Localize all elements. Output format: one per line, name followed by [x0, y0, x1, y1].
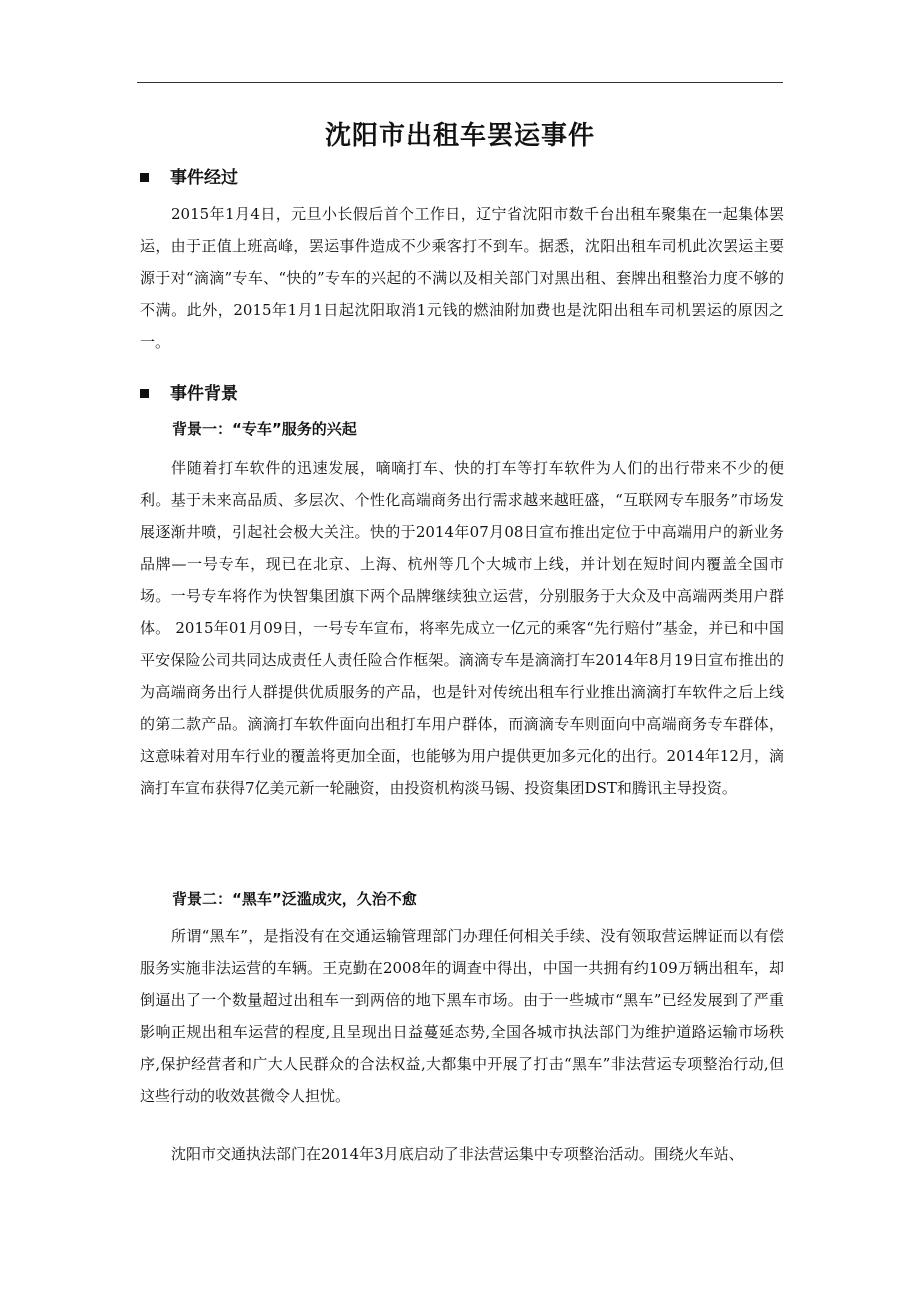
- subheading-background-1: 背景一：“专车”服务的兴起: [172, 420, 357, 438]
- paragraph-background-2b: 沈阳市交通执法部门在2014年3月底启动了非法营运集中专项整治活动。围绕火车站、: [171, 1145, 744, 1163]
- page-title: 沈阳市出租车罢运事件: [324, 121, 595, 151]
- section-heading-label: 事件背景: [170, 384, 238, 404]
- paragraph-event-course: 2015年1月4日，元旦小长假后首个工作日，辽宁省沈阳市数千台出租车聚集在一起集体罢运，由于正值上班高峰，罢运事件造成不少乘客打不到车。据悉，沈阳出租车司机此次罢运主要源于对“滴滴”专车、“快的”专车的兴起的不满以及相关部门对黑出租、套牌出租整治力度不够的不满。此外，2015年1月1日起沈阳取消1元钱的燃油附加费也是沈阳出租车司机罢运的原因之一。: [140, 205, 784, 351]
- subheading-background-2: 背景二：“黑车”泛滥成灾，久治不愈: [172, 890, 417, 908]
- section-heading-event-course: [140, 164, 238, 192]
- section-heading-label: 事件经过: [170, 168, 238, 188]
- paragraph-background-1: 伴随着打车软件的迅速发展，嘀嘀打车、快的打车等打车软件为人们的出行带来不少的便利。基于未来高品质、多层次、个性化高端商务出行需求越来越旺盛，“互联网专车服务”市场发展逐渐井喷，引起社会极大关注。快的于2014年07月08日宣布推出定位于中高端用户的新业务品牌—一号专车，现已在北京、上海、杭州等几个大城市上线，并计划在短时间内覆盖全国市场。一号专车将作为快智集团旗下两个品牌继续独立运营，分别服务于大众及中高端两类用户群体。 2015年01月09日，一号专车宣布，将率先成立一亿元的乘客“先行赔付”基金，并已和中国平安保险公司共同达成责任人责任险合作框架。滴滴专车是滴滴打车2014年8月19日宣布推出的为高端商务出行人群提供优质服务的产品，也是针对传统出租车行业推出滴滴打车软件之后上线的第二款产品。滴滴打车软件面向出租打车用户群体，而滴滴专车则面向中高端商务专车群体，这意味着对用车行业的覆盖将更加全面，也能够为用户提供更加多元化的出行。2014年12月，滴滴打车宣布获得7亿美元新一轮融资，由投资机构淡马锡、投资集团DST和腾讯主导投资。: [140, 459, 784, 797]
- paragraph-background-2a: 所谓“黑车”，是指没有在交通运输管理部门办理任何相关手续、没有领取营运牌证而以有偿服务实施非法运营的车辆。王克勤在2008年的调查中得出，中国一共拥有约109万辆出租车，却倒逼出了一个数量超过出租车一到两倍的地下黑车市场。由于一些城市“黑车”已经发展到了严重影响正规出租车运营的程度,且呈现出日益蔓延态势,全国各城市执法部门为维护道路运输市场秩序,保护经营者和广大人民群众的合法权益,大都集中开展了打击“黑车”非法营运专项整治行动,但这些行动的收效甚微令人担忧。: [140, 927, 784, 1105]
- section-heading-event-background: [140, 380, 238, 408]
- square-bullet-icon: [140, 173, 149, 182]
- header-rule: [137, 82, 783, 83]
- square-bullet-icon: [140, 389, 149, 398]
